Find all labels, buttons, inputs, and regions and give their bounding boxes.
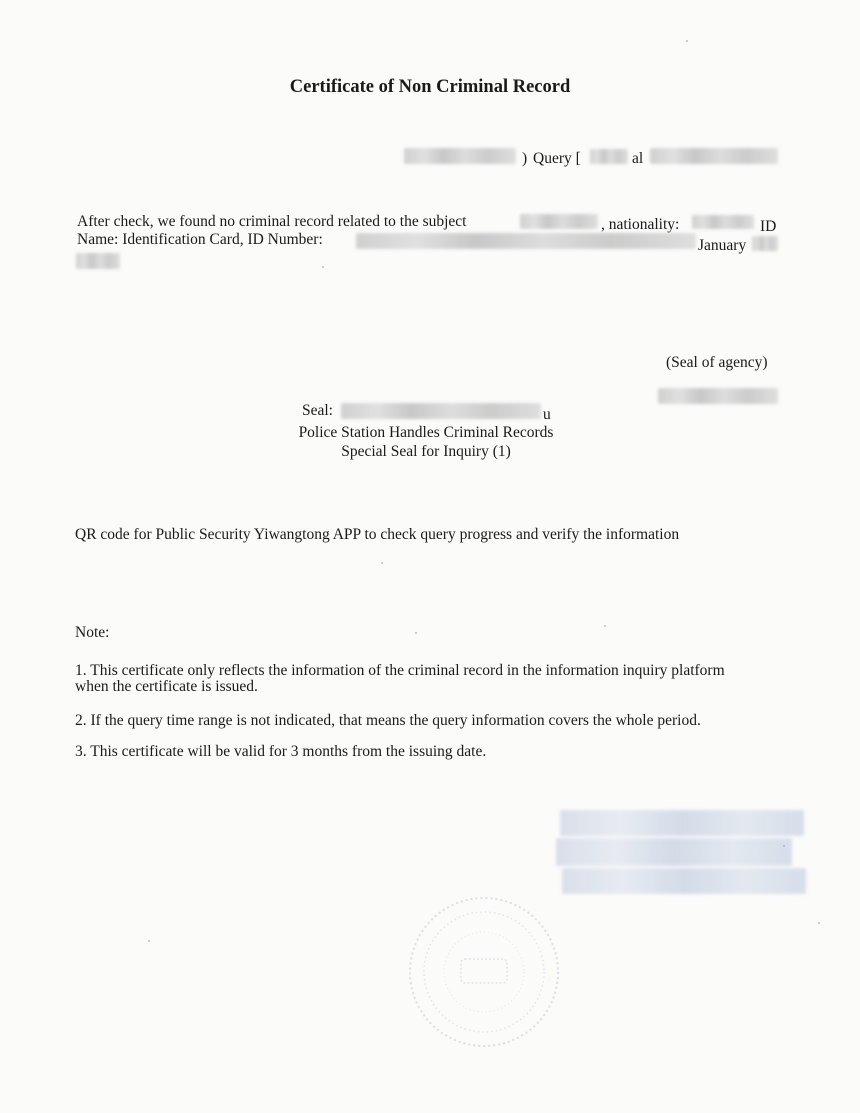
seal-line-police-station: Police Station Handles Criminal Records	[298, 424, 554, 441]
redaction-agency-name	[658, 388, 778, 404]
note-item-1: 1. This certificate only reflects the information of the criminal record in the information inquiry platform	[75, 662, 725, 679]
scan-speck	[818, 922, 820, 924]
redaction-line3	[76, 253, 120, 269]
redaction-subject-name	[520, 214, 598, 229]
note-item-3: 3. This certificate will be valid for 3 months from the issuing date.	[75, 743, 487, 760]
scan-speck	[148, 940, 150, 942]
redaction-seal-name	[341, 403, 541, 419]
seal-line-special-seal: Special Seal for Inquiry (1)	[341, 443, 511, 460]
scan-speck	[783, 845, 785, 847]
query-fragment-b: al	[632, 150, 644, 167]
redaction-issuer-line1	[560, 810, 804, 836]
qr-code-instruction: QR code for Public Security Yiwangtong APP to check query progress and verify the information	[75, 526, 680, 543]
redaction-query-left	[404, 148, 516, 164]
body-line1-mid: , nationality:	[601, 216, 680, 233]
redaction-id-number	[356, 233, 696, 249]
seal-trailing: u	[543, 406, 551, 423]
query-fragment-a: )	[522, 150, 528, 167]
redaction-issuer-line3	[562, 868, 806, 894]
body-line1-end: ID	[760, 218, 777, 235]
redaction-issuer-line2	[556, 838, 792, 866]
scan-speck	[381, 562, 383, 564]
query-label: Query [	[533, 150, 581, 167]
seal-label: Seal:	[302, 402, 333, 419]
body-line1-start: After check, we found no criminal record related to the subject	[77, 213, 467, 230]
scan-speck	[604, 625, 606, 627]
redaction-query-mid	[590, 149, 628, 164]
redaction-query-right	[650, 148, 778, 164]
note-heading: Note:	[75, 624, 110, 641]
redaction-nationality	[692, 215, 754, 229]
body-line2-start: Name: Identification Card, ID Number:	[77, 231, 323, 248]
note-item-2: 2. If the query time range is not indicated, that means the query information covers the whole period.	[75, 712, 701, 729]
body-line2-end: January	[698, 237, 747, 254]
redaction-date-tail	[752, 236, 778, 251]
embossed-stamp-icon	[405, 893, 563, 1051]
scan-speck	[415, 632, 417, 634]
scan-speck	[686, 40, 688, 42]
scan-speck	[322, 266, 324, 268]
certificate-title: Certificate of Non Criminal Record	[289, 77, 571, 97]
note-item-1-cont: when the certificate is issued.	[75, 678, 258, 695]
seal-of-agency-label: (Seal of agency)	[666, 354, 768, 371]
